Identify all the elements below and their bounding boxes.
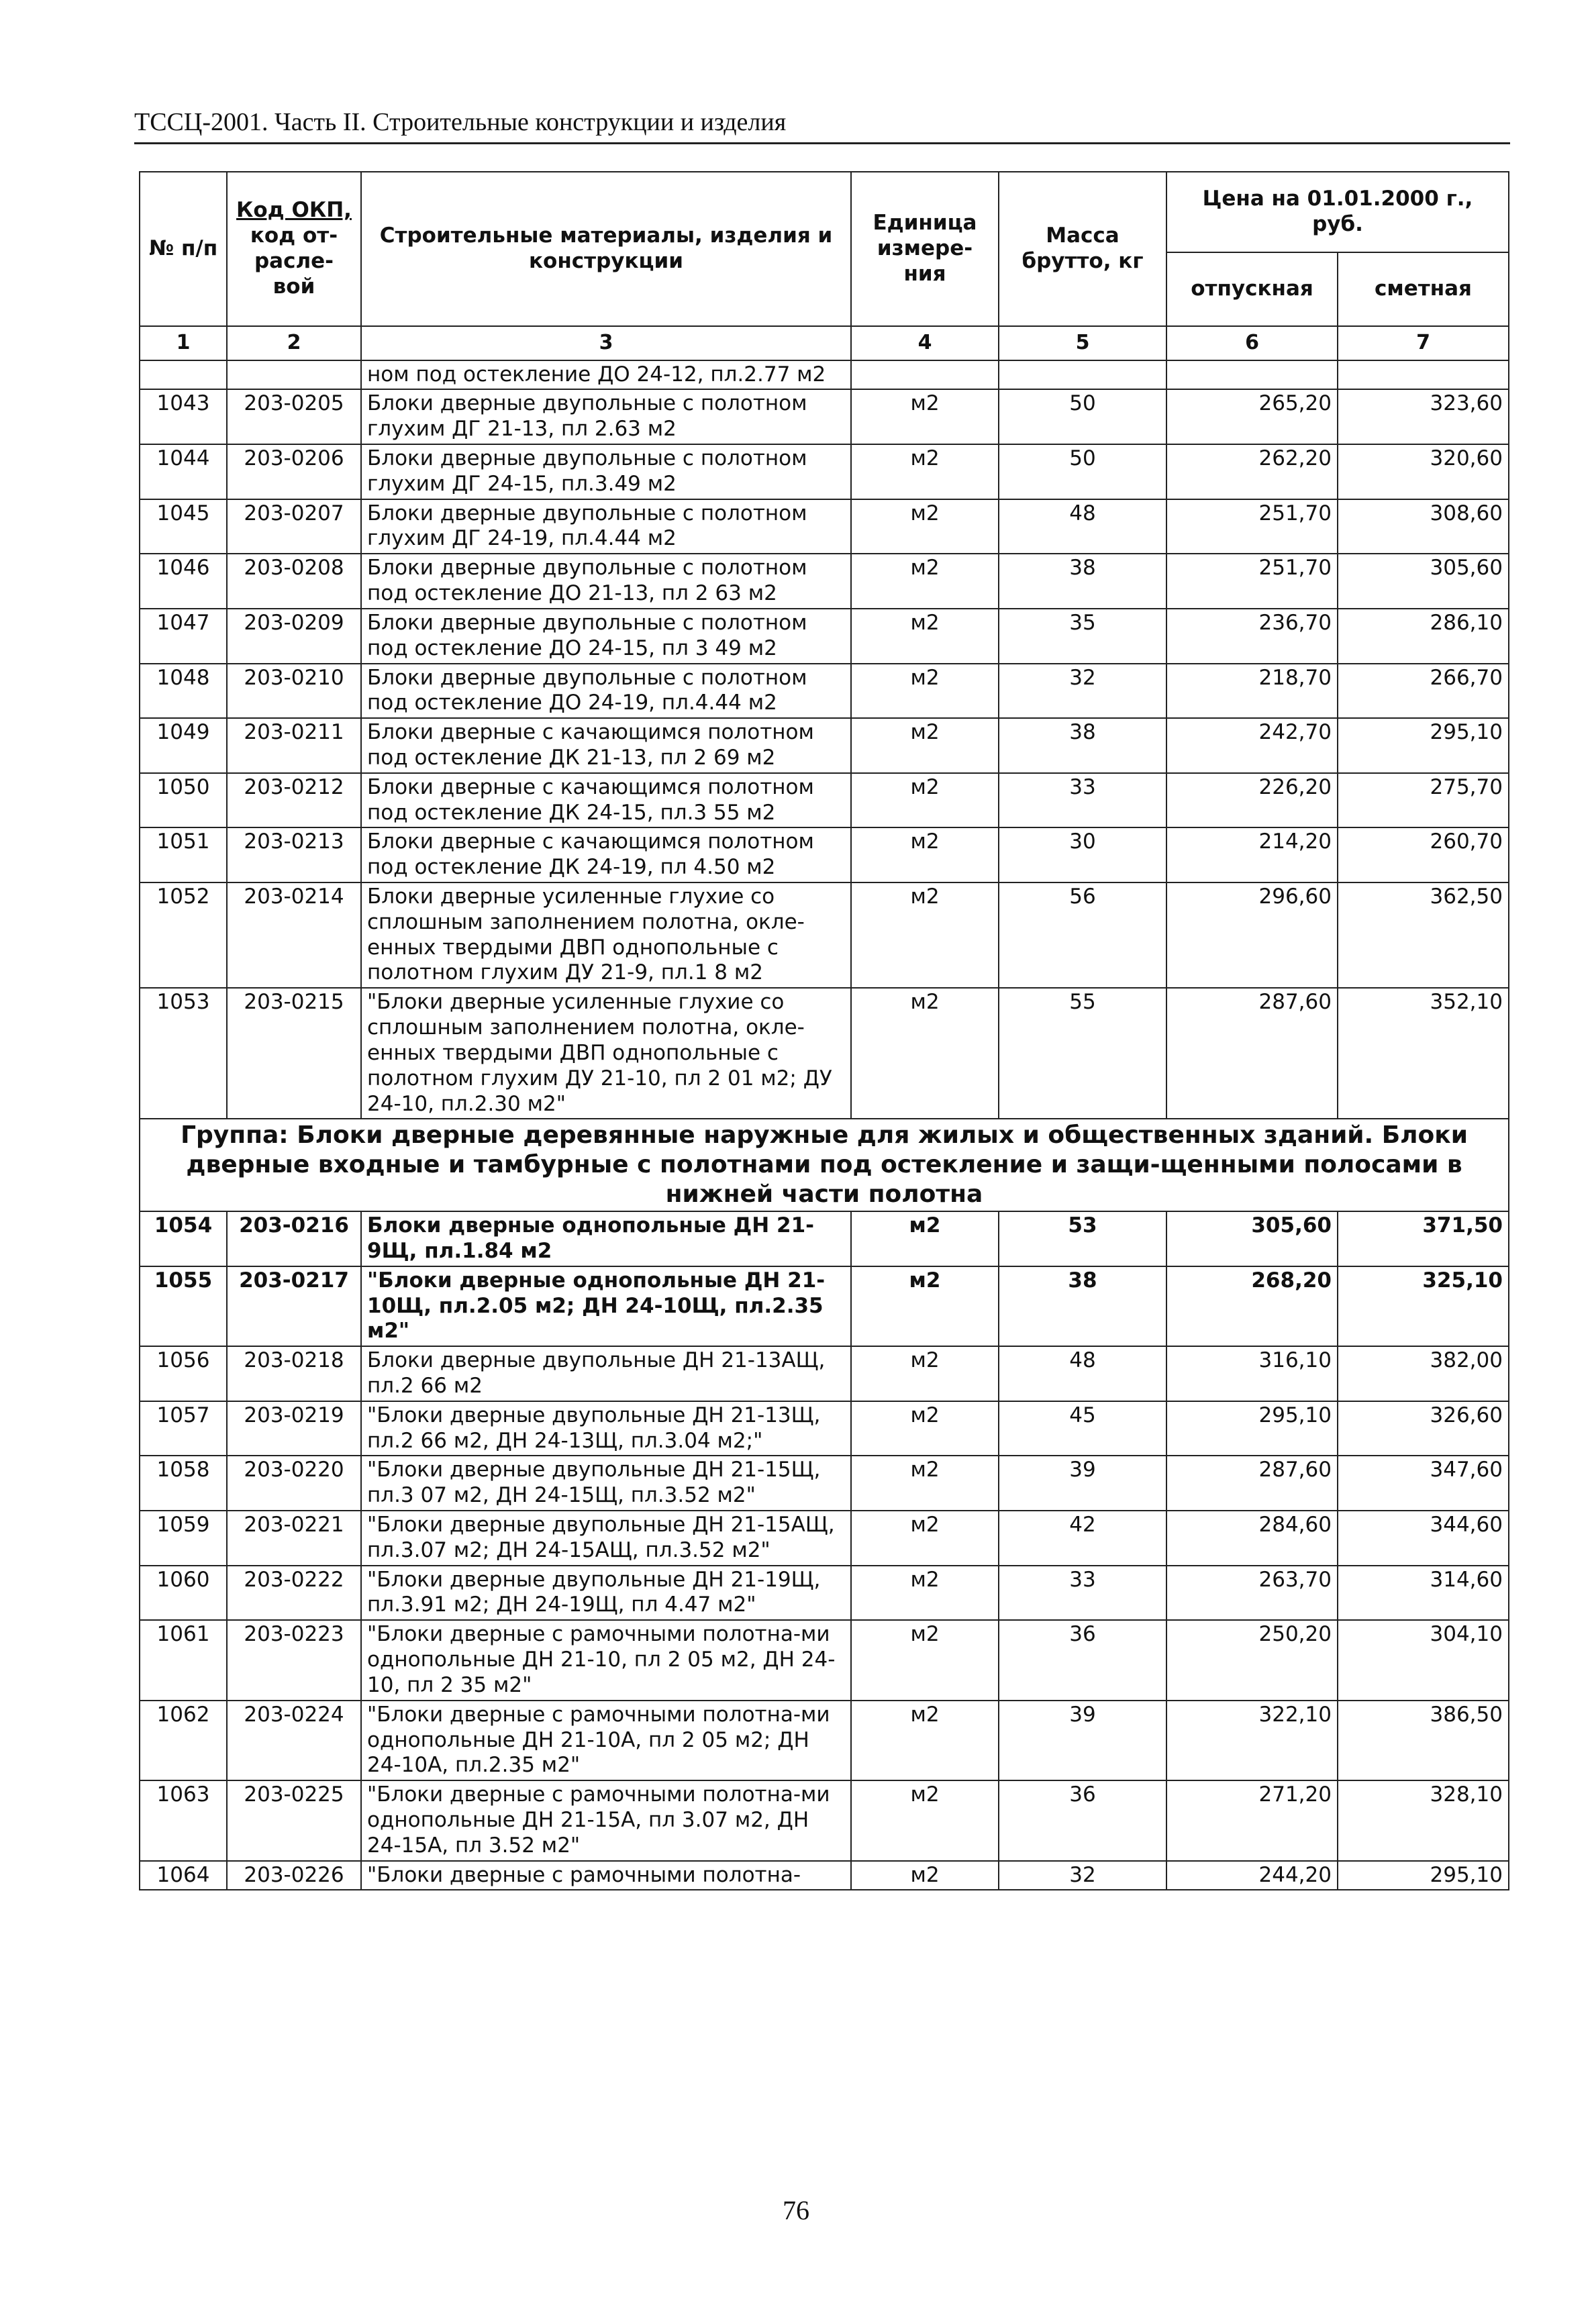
cell-price-estimate: 305,60 [1338,554,1509,609]
cell-unit: м2 [851,389,999,444]
column-number: 3 [361,326,851,360]
cell-price-estimate: 325,10 [1338,1266,1509,1346]
table-row [140,609,1509,664]
cell-num [140,360,227,390]
cell-mass: 38 [999,718,1166,773]
cell-name: Блоки дверные двупольные ДН 21-13АЩ, пл.2 66 м2 [361,1346,851,1401]
column-number: 1 [140,326,227,360]
cell-name: Блоки дверные с качающимся полотном под остекление ДК 21-13, пл 2 69 м2 [361,718,851,773]
cell-code: 203-0207 [227,499,361,554]
cell-mass: 33 [999,773,1166,828]
cell-price-release: 305,60 [1166,1211,1338,1266]
cell-price-release: 316,10 [1166,1346,1338,1401]
table-row [140,1266,1509,1346]
cell-unit: м2 [851,664,999,719]
table-row [140,988,1509,1119]
column-number: 2 [227,326,361,360]
cell-price-estimate: 328,10 [1338,1780,1509,1860]
cell-code: 203-0225 [227,1780,361,1860]
table-row [140,1701,1509,1780]
cell-code: 203-0223 [227,1620,361,1700]
cell-name: Блоки дверные с качающимся полотном под остекление ДК 24-15, пл.3 55 м2 [361,773,851,828]
cell-price-release: 218,70 [1166,664,1338,719]
cell-price-estimate [1338,360,1509,390]
header-mass: Масса брутто, кг [999,172,1166,326]
cell-price-estimate: 286,10 [1338,609,1509,664]
cell-mass: 38 [999,1266,1166,1346]
cell-num: 1046 [140,554,227,609]
cell-price-estimate: 362,50 [1338,882,1509,988]
cell-name: "Блоки дверные с рамочными полотна-ми однопольные ДН 21-15А, пл 3.07 м2, ДН 24-15А, пл 3.52 м2" [361,1780,851,1860]
cell-name: Блоки дверные с качающимся полотном под остекление ДК 24-19, пл 4.50 м2 [361,827,851,882]
cell-unit: м2 [851,444,999,499]
cell-price-release: 244,20 [1166,1861,1338,1890]
cell-unit: м2 [851,988,999,1119]
cell-unit: м2 [851,773,999,828]
cell-price-release: 287,60 [1166,1456,1338,1511]
cell-price-estimate: 382,00 [1338,1346,1509,1401]
cell-code: 203-0209 [227,609,361,664]
cell-unit: м2 [851,718,999,773]
cell-unit: м2 [851,499,999,554]
table-body-b [140,1346,1509,1890]
table-row [140,1861,1509,1890]
cell-unit: м2 [851,1211,999,1266]
cell-num: 1054 [140,1211,227,1266]
cell-name: ном под остекление ДО 24-12, пл.2.77 м2 [361,360,851,390]
cell-code: 203-0212 [227,773,361,828]
cell-name: "Блоки дверные двупольные ДН 21-13Щ, пл.2 66 м2, ДН 24-13Щ, пл.3.04 м2;" [361,1401,851,1456]
cell-price-release: 296,60 [1166,882,1338,988]
cell-unit: м2 [851,1456,999,1511]
cell-name: Блоки дверные двупольные с полотном под остекление ДО 21-13, пл 2 63 м2 [361,554,851,609]
cell-price-estimate: 320,60 [1338,444,1509,499]
cell-code: 203-0213 [227,827,361,882]
cell-price-estimate: 344,60 [1338,1511,1509,1566]
cell-num: 1048 [140,664,227,719]
header-num: № п/п [140,172,227,326]
cell-price-estimate: 352,10 [1338,988,1509,1119]
cell-price-estimate: 347,60 [1338,1456,1509,1511]
cell-name: "Блоки дверные с рамочными полотна-ми однопольные ДН 21-10, пл 2 05 м2, ДН 24-10, пл 2 35 м2" [361,1620,851,1700]
cell-mass: 30 [999,827,1166,882]
table-row [140,827,1509,882]
table-row [140,664,1509,719]
column-number: 7 [1338,326,1509,360]
header-price-group: Цена на 01.01.2000 г., руб. [1166,172,1509,252]
header-okp-line1: Код ОКП, [236,198,352,223]
cell-price-release: 268,20 [1166,1266,1338,1346]
cell-mass: 39 [999,1701,1166,1780]
cell-mass: 36 [999,1620,1166,1700]
cell-name: "Блоки дверные с рамочными полотна- [361,1861,851,1890]
cell-mass: 53 [999,1211,1166,1266]
cell-name: Блоки дверные двупольные с полотном глухим ДГ 24-19, пл.4.44 м2 [361,499,851,554]
table-row [140,499,1509,554]
cell-unit: м2 [851,827,999,882]
table-body-bold [140,1211,1509,1346]
column-number: 4 [851,326,999,360]
cell-price-estimate: 304,10 [1338,1620,1509,1700]
header-price-estimate: сметная [1338,252,1509,326]
header-price-release: отпускная [1166,252,1338,326]
cell-num: 1061 [140,1620,227,1700]
cell-num: 1044 [140,444,227,499]
cell-mass: 56 [999,882,1166,988]
cell-name: "Блоки дверные с рамочными полотна-ми однопольные ДН 21-10А, пл 2 05 м2; ДН 24-10А, пл.2.35 м2" [361,1701,851,1780]
table-row [140,1566,1509,1621]
table-row [140,1401,1509,1456]
cell-num: 1051 [140,827,227,882]
running-head: ТССЦ-2001. Часть II. Строительные конструкции и изделия [134,107,1510,144]
cell-price-estimate: 295,10 [1338,1861,1509,1890]
cell-code: 203-0205 [227,389,361,444]
cell-price-release: 262,20 [1166,444,1338,499]
cell-num: 1060 [140,1566,227,1621]
column-number: 6 [1166,326,1338,360]
cell-num: 1050 [140,773,227,828]
cell-mass: 50 [999,444,1166,499]
price-table [139,171,1509,1890]
cell-num: 1059 [140,1511,227,1566]
cell-code: 203-0217 [227,1266,361,1346]
cell-mass: 48 [999,499,1166,554]
cell-price-release: 251,70 [1166,554,1338,609]
table-row [140,1620,1509,1700]
cell-mass: 35 [999,609,1166,664]
cell-mass: 39 [999,1456,1166,1511]
cell-num: 1053 [140,988,227,1119]
cell-num: 1063 [140,1780,227,1860]
cell-num: 1047 [140,609,227,664]
cell-name: "Блоки дверные усиленные глухие со сплошным заполнением полотна, окле-енных твердыми ДВП однопольные с полотном глухим ДУ 21-10, пл 2 01 м2; ДУ 24-10, пл.2.30 м2" [361,988,851,1119]
cell-code: 203-0219 [227,1401,361,1456]
cell-mass: 32 [999,664,1166,719]
cell-num: 1056 [140,1346,227,1401]
cell-price-estimate: 314,60 [1338,1566,1509,1621]
cell-code: 203-0224 [227,1701,361,1780]
cell-price-estimate: 371,50 [1338,1211,1509,1266]
cell-code: 203-0214 [227,882,361,988]
cell-unit: м2 [851,1266,999,1346]
table-row [140,1456,1509,1511]
cell-mass: 36 [999,1780,1166,1860]
cell-code: 203-0216 [227,1211,361,1266]
cell-unit: м2 [851,1346,999,1401]
cell-name: "Блоки дверные двупольные ДН 21-15АЩ, пл.3.07 м2; ДН 24-15АЩ, пл.3.52 м2" [361,1511,851,1566]
cell-mass: 48 [999,1346,1166,1401]
cell-unit: м2 [851,1861,999,1890]
cell-price-release: 251,70 [1166,499,1338,554]
cell-unit: м2 [851,1780,999,1860]
cell-name: Блоки дверные двупольные с полотном глухим ДГ 24-15, пл.3.49 м2 [361,444,851,499]
continuation-row [140,360,1509,390]
cell-price-estimate: 326,60 [1338,1401,1509,1456]
cell-name: Блоки дверные двупольные с полотном глухим ДГ 21-13, пл 2.63 м2 [361,389,851,444]
cell-price-release: 263,70 [1166,1566,1338,1621]
cell-code: 203-0215 [227,988,361,1119]
cell-mass: 55 [999,988,1166,1119]
group-title: Группа: Блоки дверные деревянные наружные для жилых и общественных зданий. Блоки дверные входные и тамбурные с полотнами под остекление и защи-щенными полосами в нижней части полотна [140,1119,1509,1211]
cell-code: 203-0221 [227,1511,361,1566]
cell-num: 1049 [140,718,227,773]
cell-price-release: 226,20 [1166,773,1338,828]
cell-name: "Блоки дверные двупольные ДН 21-15Щ, пл.3 07 м2, ДН 24-15Щ, пл.3.52 м2" [361,1456,851,1511]
cell-num: 1058 [140,1456,227,1511]
cell-price-release: 214,20 [1166,827,1338,882]
cell-mass: 45 [999,1401,1166,1456]
cell-name: "Блоки дверные двупольные ДН 21-19Щ, пл.3.91 м2; ДН 24-19Щ, пл 4.47 м2" [361,1566,851,1621]
cell-price-release: 284,60 [1166,1511,1338,1566]
cell-num: 1045 [140,499,227,554]
table-row [140,1211,1509,1266]
header-name: Строительные материалы, изделия и конструкции [361,172,851,326]
cell-code: 203-0226 [227,1861,361,1890]
cell-num: 1043 [140,389,227,444]
cell-name: "Блоки дверные однопольные ДН 21-10Щ, пл.2.05 м2; ДН 24-10Щ, пл.2.35 м2" [361,1266,851,1346]
cell-price-release: 322,10 [1166,1701,1338,1780]
column-number: 5 [999,326,1166,360]
table-row [140,1346,1509,1401]
cell-price-estimate: 275,70 [1338,773,1509,828]
column-numbers-row [140,326,1509,360]
cell-code: 203-0210 [227,664,361,719]
cell-unit: м2 [851,609,999,664]
cell-code: 203-0218 [227,1346,361,1401]
cell-price-estimate: 266,70 [1338,664,1509,719]
cell-price-estimate: 260,70 [1338,827,1509,882]
cell-price-release: 265,20 [1166,389,1338,444]
cell-unit: м2 [851,1620,999,1700]
cell-price-estimate: 308,60 [1338,499,1509,554]
table-body-a [140,360,1509,1119]
cell-price-release: 250,20 [1166,1620,1338,1700]
cell-unit: м2 [851,1566,999,1621]
cell-num: 1064 [140,1861,227,1890]
cell-mass: 42 [999,1511,1166,1566]
cell-name: Блоки дверные усиленные глухие со сплошным заполнением полотна, окле-енных твердыми ДВП однопольные с полотном глухим ДУ 21-9, пл.1 8 м2 [361,882,851,988]
cell-unit: м2 [851,882,999,988]
cell-code [227,360,361,390]
cell-code: 203-0211 [227,718,361,773]
cell-code: 203-0222 [227,1566,361,1621]
cell-name: Блоки дверные двупольные с полотном под остекление ДО 24-15, пл 3 49 м2 [361,609,851,664]
table-row [140,389,1509,444]
cell-price-release: 242,70 [1166,718,1338,773]
cell-code: 203-0208 [227,554,361,609]
table-row [140,554,1509,609]
cell-unit [851,360,999,390]
table-row [140,773,1509,828]
table-row [140,882,1509,988]
cell-price-release: 287,60 [1166,988,1338,1119]
cell-unit: м2 [851,1511,999,1566]
table-row [140,1511,1509,1566]
header-okp-line2: код от-расле-вой [250,223,338,299]
cell-code: 203-0220 [227,1456,361,1511]
cell-code: 203-0206 [227,444,361,499]
cell-unit: м2 [851,554,999,609]
cell-num: 1062 [140,1701,227,1780]
cell-price-release [1166,360,1338,390]
cell-mass: 33 [999,1566,1166,1621]
cell-unit: м2 [851,1701,999,1780]
page-number: 76 [783,2195,809,2225]
cell-unit: м2 [851,1401,999,1456]
table-row [140,444,1509,499]
cell-price-estimate: 295,10 [1338,718,1509,773]
cell-mass [999,360,1166,390]
cell-num: 1055 [140,1266,227,1346]
cell-num: 1057 [140,1401,227,1456]
cell-mass: 38 [999,554,1166,609]
cell-num: 1052 [140,882,227,988]
table-row [140,718,1509,773]
cell-price-estimate: 386,50 [1338,1701,1509,1780]
cell-mass: 50 [999,389,1166,444]
cell-price-release: 271,20 [1166,1780,1338,1860]
cell-name: Блоки дверные двупольные с полотном под остекление ДО 24-19, пл.4.44 м2 [361,664,851,719]
header-okp-code [227,172,361,326]
cell-price-release: 295,10 [1166,1401,1338,1456]
cell-price-estimate: 323,60 [1338,389,1509,444]
group-section [140,1119,1509,1211]
header-unit: Единица измере-ния [851,172,999,326]
cell-price-release: 236,70 [1166,609,1338,664]
table-row [140,1780,1509,1860]
cell-mass: 32 [999,1861,1166,1890]
cell-name: Блоки дверные однопольные ДН 21-9Щ, пл.1.84 м2 [361,1211,851,1266]
